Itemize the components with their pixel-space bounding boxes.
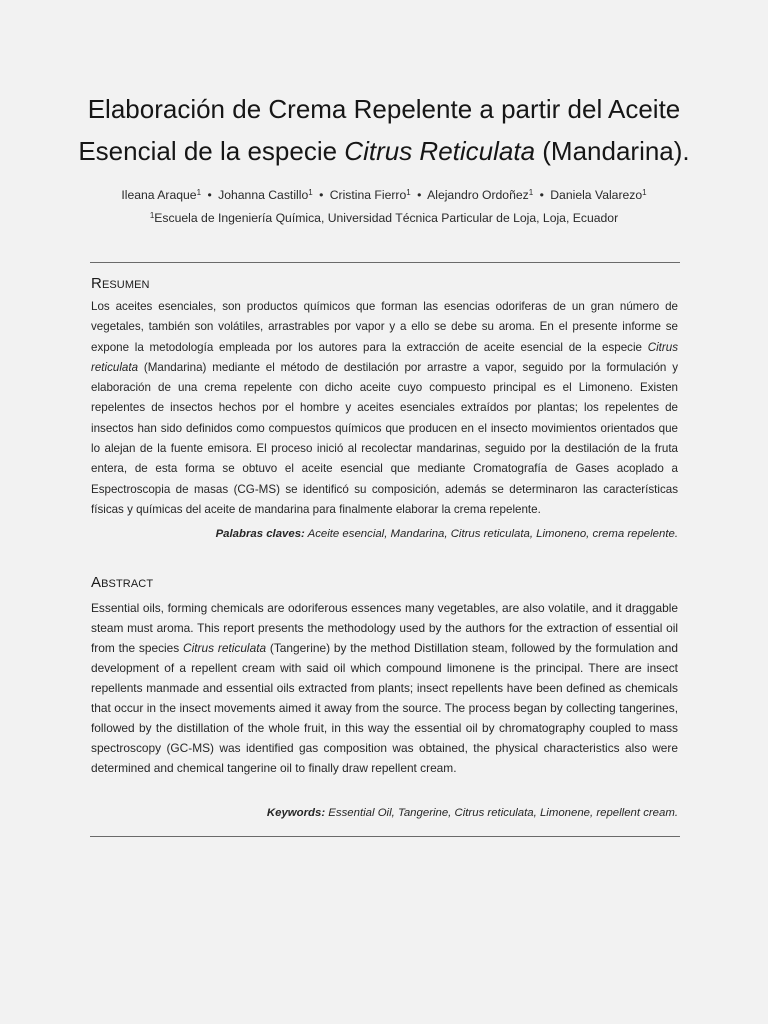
resumen-heading: RESUMEN — [91, 275, 150, 292]
affiliation-line — [60, 207, 708, 230]
abstract-heading: ABSTRACT — [91, 574, 154, 591]
resumen-species: Citrus reticulata — [91, 340, 678, 374]
title-line-2-prefix: Esencial de la especie — [78, 136, 345, 166]
author-name: Alejandro Ordoñez — [427, 188, 529, 202]
keywords-label: Palabras claves: — [215, 528, 305, 540]
title-species: Citrus Reticulata — [344, 136, 536, 166]
title-line-1: Elaboración de Crema Repelente a partir del Aceite — [87, 94, 681, 124]
author-separator: • — [319, 188, 324, 202]
author-name: Ileana Araque — [121, 188, 197, 202]
affiliation-marker: 1 — [196, 188, 202, 197]
author-name: Johanna Castillo — [218, 188, 309, 202]
affiliation-marker: 1 — [149, 211, 155, 220]
keywords-list: Essential Oil, Tangerine, Citrus reticulata, Limonene, repellent cream. — [325, 807, 678, 819]
abstract-keywords — [267, 807, 678, 819]
author-separator: • — [539, 188, 544, 202]
keywords-list: Aceite esencial, Mandarina, Citrus reticulata, Limoneno, crema repelente. — [304, 528, 678, 540]
title-line-2-suffix: (Mandarina). — [535, 136, 690, 166]
resumen-keywords — [216, 528, 678, 540]
author-block — [60, 184, 708, 230]
affiliation-text: Escuela de Ingeniería Química, Universidad Técnica Particular de Loja, Loja, Ecuador — [154, 211, 619, 225]
author-name: Cristina Fierro — [329, 188, 407, 202]
affiliation-marker: 1 — [528, 188, 534, 197]
keywords-label: Keywords: — [266, 807, 326, 819]
abstract-paragraph: Essential oils, forming chemicals are odoriferous essences many vegetables, are also volatile, and it draggable steam must aroma. This report presents the methodology used by the authors for the extraction of essential oil from the species Citrus reticulata (Tangerine) by the method Distillation steam, followed by the formulation and development of a repellent cream with said oil which compound limonene is the principal. There are insect repellents manmade and essential oils extracted from plants; insect repellents have been defined as chemicals that occur in the insect movements aimed it away from the source. The process began by collecting tangerines, followed by the distillation of the whole fruit, in this way the essential oil by chromatography coupled to mass spectroscopy (GC-MS) was identified gas composition was obtained, the physical characteristics also were determined and chemical tangerine oil to finally draw repellent cream. — [91, 601, 678, 775]
author-list — [60, 184, 708, 207]
affiliation-marker: 1 — [406, 188, 411, 197]
section-divider-top — [90, 262, 680, 263]
paper-title — [70, 88, 698, 172]
section-divider-bottom — [90, 836, 680, 837]
affiliation-marker: 1 — [642, 188, 647, 197]
author-separator: • — [207, 188, 212, 202]
affiliation-marker: 1 — [308, 188, 313, 197]
title-line-2 — [70, 130, 698, 172]
abstract-species: Citrus reticulata — [183, 641, 267, 655]
resumen-paragraph: Los aceites esenciales, son productos químicos que forman las esencias odoriferas de un gran número de vegetales, también son volátiles, arrastrables por vapor y a ello se debe su aroma. En el presente informe se expone la metodología empleada por los autores para la extracción de aceite esencial de la especie Citrus reticulata (Mandarina) mediante el método de destilación por arrastre a vapor, seguido por la formulación y elaboración de una crema repelente con dicho aceite cuyo compuesto principal es el Limoneno. Existen repelentes de insectos hechos por el hombre y aceites esenciales extraídos por plantas; los repelentes de insectos han sido definidos como compuestos químicos que producen en el insecto movimientos orientados que lo alejan de la fuente emisora. El proceso inició al recolectar mandarinas, seguido por la destilación de la fruta entera, de esta forma se obtuvo el aceite esencial que mediante Cromatografía de Gases acoplado a Espectroscopia de masas (CG-MS) se identificó su composición, además se determinaron las características físicas y químicas del aceite de mandarina para finalmente elaborar la crema repelente. — [91, 300, 678, 516]
author-name: Daniela Valarezo — [550, 188, 643, 202]
author-separator: • — [417, 188, 422, 202]
